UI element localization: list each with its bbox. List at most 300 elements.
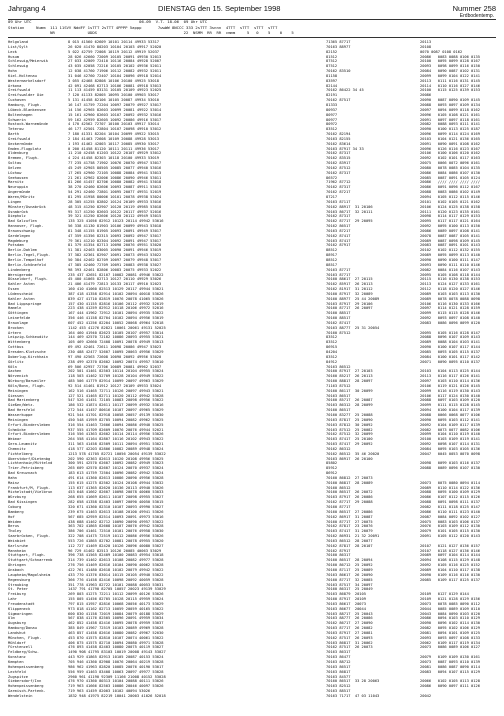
synop-groups: 1832 948 41975 82219 10041 20003 41026 52018 (68, 693, 166, 698)
synop-groups: 1213 578 41705 82721 10056 20054 49139 53022 (68, 451, 166, 456)
section-groups: 86572 (326, 175, 338, 180)
station-name: Dresden-Klotzsche (8, 350, 46, 354)
section-groups: 70162 81917 31 20112 (326, 287, 373, 292)
section-groups: 70163 86517 (326, 393, 351, 398)
temperature-groups: 20088 0093 0097 0109 0134 (420, 102, 480, 107)
station-name: Würzburg (8, 495, 26, 500)
temperature-groups: 20099 0111 0115 0128 0145 (420, 403, 480, 408)
synop-groups: 14 156 42965 82603 10099 20081 49922 53014 (68, 107, 162, 112)
station-name: Stuttgart, Flugh. (8, 553, 46, 558)
station-name: Greifswalder Oie (8, 93, 44, 98)
section-groups: 70163 84577 (326, 674, 351, 679)
section-groups: 70162 86312 (326, 446, 351, 451)
temperature-groups: 20095 0117 0117 0121 0164 (420, 219, 480, 224)
section-groups: 70163 86617 20073 (326, 601, 366, 606)
station-name: Teterow (8, 127, 24, 132)
synop-groups: 438 688 41462 82712 10090 20090 49957 53022 (68, 519, 164, 524)
synop-groups: 986 962 41963 82820 10085 20076 40190 53017 (68, 664, 164, 669)
synop-groups: 167 444 41962 72912 10101 20094 49935 53022 (68, 311, 164, 316)
section-groups: 70163 87417 25 20100 (326, 437, 373, 442)
synop-groups: 160 410 41060 82513 10129 20117 49944 53021 (68, 287, 164, 292)
synop-groups: 547 526 41451 72105 10083 20098 49956 53022 (68, 398, 164, 403)
station-name: Aachen (8, 369, 22, 374)
section-groups: 70163 87117 (326, 199, 351, 204)
temperature-groups: 20073 0086 0089 0106 0127 (420, 645, 480, 650)
synop-groups: 2 184 41463 72608 10109 20088 49928 53013 (68, 136, 160, 141)
temperature-groups: 20086 (420, 93, 432, 98)
synop-groups: 54 291 42460 72801 10095 20077 49931 52019 (68, 190, 162, 195)
temperature-groups: 20083 0086 0096 0099 0120 (420, 320, 480, 325)
synop-groups: 418 577 42203 82806 10082 20089 49948 53024 (68, 446, 164, 451)
temperature-groups: 20094 0105 0112 0115 0146 (420, 195, 480, 199)
station-name: Arkona (8, 83, 22, 88)
station-name: Lechfeld (8, 669, 26, 674)
temperature-groups: 20073 0078 0085 0090 0112 (420, 601, 480, 606)
synop-groups: 282 658 41358 82403 10097 20090 40050 53015 (68, 500, 164, 505)
station-name: Zugspitze (8, 674, 28, 679)
station-name: Lahr (8, 597, 17, 602)
station-name: Giessen (8, 393, 24, 398)
station-name: Augsburg (8, 621, 26, 626)
station-name: Landshut (8, 630, 26, 635)
temperature-groups: 20093 0093 0097 0108 0133 (420, 635, 480, 640)
station-name: Schwerin (8, 117, 26, 122)
station-name: Düsseldorf, Flugh. (8, 277, 48, 282)
station-name: Meiningen (8, 388, 28, 393)
temperature-groups: 20115 0116 0130 0138 0153 (420, 277, 480, 282)
section-groups: 70163 86917 26 20100 (326, 456, 373, 461)
temperature-groups: 20091 0097 0097 0118 0161 (420, 117, 480, 122)
section-groups: 70162 83515 (326, 156, 351, 161)
station-name: Waren/Müritz (8, 195, 35, 199)
station-name: Greifswald (8, 136, 31, 141)
synop-groups: 113 637 41365 82620 10136 20113 49940 53026 (68, 485, 164, 490)
section-groups: 70162 87317 (326, 185, 351, 190)
synop-groups: 81 348 41155 81905 10093 20091 49949 53017 (68, 228, 162, 233)
station-name: Karlsruhe (8, 543, 28, 548)
section-groups: 80977 (326, 117, 338, 122)
section-groups: 88517 (326, 262, 338, 267)
section-groups: 70162 87717 29 20095 (326, 219, 373, 224)
synop-groups: 556 959 41463 83408 10063 20097 49977 53028 (68, 669, 164, 674)
section-groups: 70162 87217 (326, 190, 351, 195)
station-name: Neuruppin (8, 185, 28, 190)
temperature-groups: 20089 0078 0078 0088 0098 (420, 296, 480, 301)
section-groups: 70163 87717 (326, 272, 351, 277)
section-groups: 70160 86517 (326, 408, 351, 413)
station-name: Coburg (8, 505, 22, 509)
temperature-groups: 20101 0102 0105 0121 0162 (420, 199, 480, 204)
section-groups: 70163 88517 (326, 689, 351, 694)
section-groups: 70162 87817 23 20076 (326, 524, 373, 529)
temperature-groups: 20090 0090 0100 0111 0147 (420, 257, 480, 262)
station-name: Weiden (8, 519, 22, 524)
synop-groups: 705 946 41360 82908 10076 20064 40219 53028 (68, 660, 164, 664)
temperature-groups: 20092 0098 0107 0114 0131 (420, 442, 480, 447)
section-groups: 86912 (326, 471, 338, 476)
temperature-groups: 20088 0095 0100 0109 0129 (420, 490, 480, 495)
station-name: Schleswig (8, 64, 28, 69)
section-groups: 70160 87717 32 20085 (326, 577, 373, 582)
temperature-groups: 20089 0087 0098 0109 0145 (420, 238, 480, 243)
station-name: Feldberg/Schw. (8, 650, 40, 655)
station-name: Nürburg/Barweiler (8, 379, 46, 384)
synop-groups: 47 359 41356 82315 10093 20092 49947 53017 (68, 233, 162, 238)
section-groups: 70163 88777 25 31 20054 (326, 325, 380, 330)
synop-groups: 567 685 42959 82514 10093 20091 49973 53016 (68, 514, 164, 519)
temperature-groups: 20079 0101 0105 0115 0130 (420, 529, 480, 534)
section-groups: 87217 (326, 195, 338, 199)
synop-groups: 272 544 41457 80616 10107 20097 49965 53029 (68, 408, 164, 413)
temperature-groups: 20096 0105 0108 0121 0161 (420, 112, 480, 117)
synop-groups: 462 852 41458 82416 10095 20078 49959 53037 (68, 621, 164, 626)
temperature-groups: 20093 0090 0111 0110 0146 (420, 262, 480, 267)
temperature-groups: 20103 0104 0121 0136 0165 (420, 136, 480, 141)
section-groups: 70162 87417 (326, 233, 351, 238)
section-groups: 70162 87717 29 20088 (326, 500, 373, 505)
subtitle: Erdbodentemp. (459, 13, 494, 19)
station-name: Görlitz (8, 359, 24, 364)
section-groups: 85912 (326, 466, 338, 471)
section-groups: 70163 87417 31 20079 (326, 529, 373, 534)
synop-groups: 363 702 41865 82608 10107 20076 49942 53028 (68, 524, 164, 529)
temperature-groups: 20113 0116 0117 0126 0141 (420, 374, 480, 379)
synop-groups: 21 261 42962 82006 10086 20090 49946 53011 (68, 175, 162, 180)
temperature-groups: 20087 0084 0092 0102 0127 (420, 514, 480, 519)
synop-groups: 453 870 41575 82810 10107 20074 40061 53022 (68, 635, 164, 640)
station-name: Bad Hersfeld (8, 408, 35, 413)
synop-groups: 11 113 41459 83131 10105 20109 49923 52025 (68, 88, 162, 93)
temperature-groups: 20114 0110 0116 0127 0146 (420, 83, 480, 88)
temperature-groups: 20106 0117 0124 0130 0140 (420, 393, 480, 398)
synop-groups: 1142 453 41276 82821 10061 20061 49131 52025 (68, 325, 166, 330)
temperature-groups: 20088 0083 0086 0102 0149 (420, 190, 480, 195)
synop-groups: 51 381 42463 83005 10090 20091 49946 53019 (68, 248, 162, 253)
synop-groups: 314 739 41462 82613 10108 20082 49977 53028 (68, 558, 164, 563)
temperature-groups: 20089 0110 0114 0122 0136 (420, 485, 480, 490)
temperature-groups: 20084 0095 0103 0105 0136 (420, 446, 480, 451)
synop-groups: 42 091 42468 62713 10106 20081 49918 53013 (68, 83, 162, 88)
section-groups: 70163 86317 (326, 650, 351, 655)
synop-groups: 719 963 41666 82503 10086 20046 40097 53026 (68, 684, 164, 689)
column-headers (8, 19, 496, 37)
section-groups: 70163 87217 (326, 228, 351, 233)
temperature-groups: 20091 0090 0091 0108 0162 (420, 141, 480, 146)
section-groups: 70162 82194 (326, 132, 351, 137)
temperature-groups: 20086 0084 0086 0107 0130 (420, 170, 480, 175)
station-name: Soltau (8, 161, 22, 166)
station-name: Wernigerode (8, 272, 33, 277)
synop-groups: 1437 791 41790 82705 10057 20023 49139 53029 (68, 587, 166, 592)
section-groups: 70160 86812 27 20073 (326, 475, 373, 480)
station-name: Fichtelberg (8, 451, 33, 456)
station-name: Göttingen (8, 311, 28, 316)
temperature-groups: 20089 0095 0099 0113 0140 (420, 253, 480, 258)
station-name: Kahler Asten (8, 296, 35, 301)
synop-groups: 155 805 41456 82705 10128 20115 49959 53024 (68, 597, 164, 602)
synop-groups: 223 438 41259 82912 10118 20106 49972 52016 (68, 306, 164, 311)
section-groups: 70163 86312 28 20099 (326, 403, 373, 408)
section-groups: 70163 86879 20105 (326, 592, 366, 597)
station-name: Ueckermünde (8, 141, 33, 146)
station-name: Meiningen (8, 417, 28, 422)
station-name: Konstanz (8, 655, 26, 660)
synop-groups: 386 706 41461 72510 10101 20076 49958 53030 (68, 529, 164, 534)
section-groups: 70162 86931 21 32 20091 (326, 534, 380, 539)
temperature-groups: 20099 0099 0104 0122 0141 (420, 73, 480, 78)
temperature-groups: 20062 0109 0117 0119 0134 (420, 640, 480, 645)
synop-groups: 81 295 41958 80006 10101 20078 49938 53024 (68, 195, 162, 199)
temperature-groups: 20089 0104 0110 0117 0138 (420, 567, 480, 572)
station-name: Münster/Osnabrück (8, 204, 46, 209)
temperature-groups: 20088 0096 0107 0109 0143 (420, 335, 480, 340)
station-name: Gardelegen (8, 233, 31, 238)
temperature-groups: 20086 0089 0097 0108 0141 (420, 228, 480, 233)
synop-groups: 56 338 41130 81903 10106 20099 49943 53018 (68, 224, 162, 229)
section-groups: 81158 (326, 73, 338, 78)
section-groups: 70162 87512 (326, 165, 351, 170)
temperature-groups: 20094 0108 0115 0129 0148 (420, 558, 480, 563)
synop-groups: 385 849 41967 72519 10103 20089 49969 53028 (68, 626, 164, 631)
section-groups: 70163 86517 (326, 664, 351, 669)
section-groups: 70162 87817 28 20107 (326, 543, 373, 548)
section-groups: 70162 83917 (326, 161, 351, 166)
station-name: Artern (8, 330, 22, 335)
section-groups: 70162 86422 34 45 (326, 88, 364, 93)
temperature-groups: 20108 (420, 44, 432, 49)
station-name: Uelzen (8, 165, 22, 170)
temperature-groups: 20092 0102 0101 0117 0163 (420, 156, 480, 161)
section-groups: 71163 87512 (326, 383, 351, 388)
station-name: Braunschweig (8, 228, 35, 233)
station-name: Hohenpeissenberg (8, 684, 44, 689)
synop-groups: 112 727 41469 82420 10126 20096 40080 53027 (68, 543, 164, 548)
temperature-groups: 20113 0111 0116 0131 0145 (420, 78, 480, 83)
synop-groups: 164 460 41940 82623 10105 20107 49957 53014 (68, 330, 164, 335)
station-name: Cottbus (8, 345, 24, 350)
temperature-groups: 20082 0084 0116 0107 0143 (420, 267, 480, 272)
station-name: Berlin-Tegel,Flugh. (8, 253, 51, 258)
section-groups: 70160 87512 (326, 330, 351, 335)
synop-groups: 45 249 42903 80505 10085 20077 49940 53016 (68, 165, 162, 170)
synop-groups: 351 778 41963 82722 10101 20088 40053 53031 (68, 582, 164, 587)
synop-groups: 600 830 41158 72019 10084 20079 40188 53029 (68, 611, 164, 616)
temperature-groups: 20113 (420, 40, 432, 44)
station-name: Angermünde (8, 190, 31, 195)
temperature-groups: 20085 0087 0091 0105 0124 (420, 175, 480, 180)
station-name: Frankfurt/M, Flugh. (8, 485, 51, 490)
station-name: Lichtenhain/Mittelnd (8, 461, 53, 466)
section-groups: 70163 82512 (326, 684, 351, 689)
section-groups: 70163 88777 26 20086 (326, 616, 373, 621)
station-name: Kahler Asten (8, 282, 35, 287)
temperature-groups: 20083 0087 0091 0101 0143 (420, 243, 480, 248)
section-groups: 82191 (326, 93, 338, 98)
section-groups: 70163 86717 32 20111 (326, 209, 373, 214)
synop-groups: 69 492 42461 72611 10098 20086 49947 53023 (68, 345, 162, 350)
temperature-groups: 20086 0107 0112 0115 0126 (420, 495, 480, 500)
section-groups: 70160 86317 (326, 553, 351, 558)
synop-groups: 5 131 41458 82106 10105 20087 49934 53010 (68, 98, 160, 103)
temperature-groups: 20085 0093 0105 0115 0137 (420, 350, 480, 354)
station-name: Lingen (8, 199, 22, 204)
synop-groups: 839 427 41710 82819 10076 20078 41065 53026 (68, 296, 164, 301)
synop-groups: 17 265 42960 72105 10088 20084 49941 53013 (68, 170, 162, 175)
temperature-groups: 20106 0124 0125 0138 0158 (420, 204, 480, 209)
section-groups: 70162 87512 32 20099 (326, 432, 373, 437)
temperature-groups: 20091 0105 0112 0120 0143 (420, 534, 480, 539)
station-name: Lindenberg (8, 267, 31, 272)
synop-groups: 12 038 41760 71906 10112 20082 49932 52011 (68, 69, 162, 74)
station-name: St. Peter (8, 587, 28, 592)
synop-groups: 37 382 42361 82907 10091 20073 49943 53022 (68, 253, 162, 258)
temperature-groups: 20071 0090 0095 0110 0137 (420, 359, 480, 364)
synop-groups: 186 532 41874 82611 10117 20099 49932 53016 (68, 403, 164, 408)
temperature-groups: 20066 0102 0105 0113 0128 (420, 679, 480, 684)
section-groups: 88512 (326, 248, 338, 253)
station-name: Potsdam (8, 243, 24, 248)
synop-groups: 3 055 42468 82808 10106 20100 49925 53018 (68, 78, 160, 83)
temperature-groups: 20079 0109 0109 0130 0161 (420, 655, 480, 660)
column-header-line: Station Numm 111 11SVV NddFF 1sTTT 2sTTT 4PPPP 5appp 7wwWW 8NCCC 333 2sTTT 3snnn 4TTT sTTT sTTT sTTT (8, 25, 278, 30)
header-rule (8, 19, 496, 20)
synop-groups: 230 488 42477 52607 10095 20063 49956 53029 (68, 350, 164, 354)
temperature-groups: 20082 0095 0102 0106 0129 (420, 626, 480, 631)
section-groups: 70162 87317 (326, 151, 351, 156)
temperature-groups: 20083 0094 0107 0115 0129 (420, 669, 480, 674)
temperature-groups: 20098 0114 0117 0129 0153 (420, 214, 480, 219)
synop-groups: 50 384 42462 82709 10097 20079 49948 53017 (68, 257, 162, 262)
synop-groups: 96 729 41462 82513 10126 20085 40063 53029 (68, 548, 162, 553)
section-groups: 70162 86717 27 20090 (326, 621, 373, 626)
station-name: Berlin-Schönefeld (8, 262, 46, 267)
station-name: Bad Lippspringe (8, 301, 42, 306)
section-groups: 81512 (326, 54, 338, 59)
temperature-groups: 20042 (420, 693, 432, 698)
synop-groups: 921 544 41701 82918 10058 20057 49139 53030 (68, 412, 164, 417)
section-groups: 70163 87417 (326, 238, 351, 243)
section-groups: 81333 (326, 102, 338, 107)
station-name: Hohn (8, 69, 17, 74)
section-groups: 70160 88517 (326, 316, 351, 321)
section-groups: 71365 87717 (326, 40, 351, 44)
section-groups: 70163 87812 30 20092 (326, 422, 373, 427)
section-groups: 85802 (326, 461, 338, 466)
section-groups: 70162 87417 (326, 320, 351, 325)
synop-groups: 95 317 41250 82603 10122 20117 49937 52016 (68, 209, 162, 214)
synop-groups: 4 224 41458 82303 10118 20100 49933 53019 (68, 156, 160, 161)
synop-groups: 43 035 42058 72216 10105 20102 49936 52011 (68, 64, 162, 69)
section-groups: 70160 87117 25 20089 (326, 567, 373, 572)
synop-groups: 268 655 41669 82611 10107 20098 49955 53027 (68, 495, 164, 500)
station-name: Hohenpeissenberg (8, 664, 44, 669)
station-name: Michelstadt/Vielbrun (8, 490, 53, 495)
temperature-groups: 20089 0103 0103 0113 0130 (420, 291, 480, 296)
station-name: Ansbach (8, 567, 24, 572)
section-groups: 70160 86517 26 20072 (326, 490, 373, 495)
temperature-groups: 20092 0095 0100 0113 0150 (420, 224, 480, 229)
synop-groups: 155 615 41275 82502 10124 20108 49944 53032 (68, 480, 164, 485)
station-name: Diepholz (8, 214, 26, 219)
temperature-groups: 20100 0103 0109 0119 0141 (420, 437, 480, 442)
station-name: Brocken (8, 325, 24, 330)
section-groups: 70163 86512 (326, 364, 351, 369)
synop-groups: 135 325 41056 82912 10123 20114 49942 53016 (68, 219, 164, 224)
station-name: Erfurt-Bindersleben (8, 432, 51, 437)
synop-groups: 26 020 41470 80203 10104 20103 49917 52020 (68, 44, 162, 49)
temperature-groups: 20073 0075 0080 0094 0114 (420, 480, 480, 485)
station-name: Lüchow (8, 170, 22, 175)
date-label: DIENSTAG den 15. September 1998 (158, 4, 281, 13)
synop-groups: 937 555 41709 82609 10076 20076 49944 52021 (68, 427, 164, 432)
station-name: Sigmaringen (8, 611, 33, 616)
station-name: Husum (8, 54, 20, 59)
section-groups: 70163 86512 28 20077 (326, 538, 373, 543)
section-groups: 70160 88517 (326, 311, 351, 316)
station-name: Erfurt-Bindersleben (8, 422, 51, 427)
temperature-groups: 20086 0094 0103 0110 0129 (420, 616, 480, 621)
synop-groups: 453 648 41662 82607 10098 20078 40060 53033 (68, 490, 164, 495)
section-groups: 82144 (326, 83, 338, 88)
station-name: Wittenberg (8, 340, 31, 345)
section-groups: 70160 85217 26 20113 (326, 374, 373, 379)
station-name: München, Flugh. (8, 635, 42, 640)
section-groups: 70163 88712 (326, 660, 351, 664)
temperature-groups: 20096 0099 0114 0124 0169 (420, 132, 480, 137)
section-groups: 83512 (326, 340, 338, 345)
synop-groups: 47 385 42460 72709 10091 20083 49938 53027 (68, 262, 162, 267)
section-groups: 70163 87817 25 20090 (326, 417, 373, 422)
section-groups: 70162 87917 (326, 243, 351, 248)
station-name: Wasserkuppe (8, 412, 33, 417)
synop-groups: 422 761 41480 82618 10102 20079 49942 53022 (68, 567, 164, 572)
synop-groups: 48 315 41250 82907 10120 20119 49985 53018 (68, 204, 162, 209)
temperature-groups: 20089 0088 0104 0103 0141 (420, 340, 480, 345)
temperature-groups: 20090 0096 0102 0114 0130 (420, 621, 480, 626)
station-name: Nörvenich (8, 374, 28, 379)
temperature-groups: 20084 0100 0101 0117 0142 (420, 354, 480, 359)
synop-groups: 450 548 41959 82705 10094 20082 49962 53025 (68, 417, 164, 422)
synop-groups: 79 361 41210 82304 10092 20091 49947 53017 (68, 238, 162, 243)
section-groups: 70163 87717 26 20082 (326, 626, 373, 631)
station-name: Weimar (8, 437, 22, 442)
section-groups: 70162 88917 31 20106 (326, 204, 373, 209)
temperature-groups: 20078 0087 0087 0105 0141 (420, 233, 480, 238)
synop-groups: 476 893 41458 82403 10080 20075 40119 53027 (68, 645, 164, 650)
section-groups: 70162 87517 (326, 98, 351, 103)
synop-groups: 46 177 42501 72804 10107 20098 49910 53012 (68, 127, 162, 132)
section-groups: 82152 (326, 49, 338, 54)
temperature-groups: 20076 0103 0109 0112 0130 (420, 524, 480, 529)
synop-groups: 239 675 41463 82613 10108 20100 49941 53026 (68, 509, 164, 514)
section-groups: 70160 87917 27 20103 (326, 369, 373, 374)
synop-groups: 4 170 42562 72707 10100 20103 49917 53014 (68, 122, 160, 127)
station-name: Tholey (8, 529, 22, 534)
synop-groups: 7 180 41331 82204 10104 20099 49922 53015 (68, 132, 160, 137)
synop-groups: 202 590 42363 82613 10120 20108 49956 53025 (68, 456, 164, 461)
section-groups: 70162 87517 26 20093 (326, 635, 373, 640)
header-rule (8, 37, 496, 38)
temperature-groups: 20082 0088 0093 0111 0141 (420, 122, 480, 127)
station-name: Lüdenscheid (8, 291, 33, 296)
section-groups: 70162 87517 26 20073 (326, 645, 373, 650)
synop-groups: 300 591 42570 62607 10092 20082 49949 53023 (68, 461, 164, 466)
synop-groups: 320 671 41360 82310 10107 20093 49990 53027 (68, 505, 164, 509)
section-groups: 70163 88717 25 20043 (326, 611, 373, 616)
synop-groups: 81 266 41457 82706 10080 20082 49941 53018 (68, 180, 162, 185)
temperature-groups: 20106 0116 0130 0133 0166 (420, 301, 480, 306)
temperature-groups: 20088 0066 0068 0077 0106 (420, 412, 480, 417)
